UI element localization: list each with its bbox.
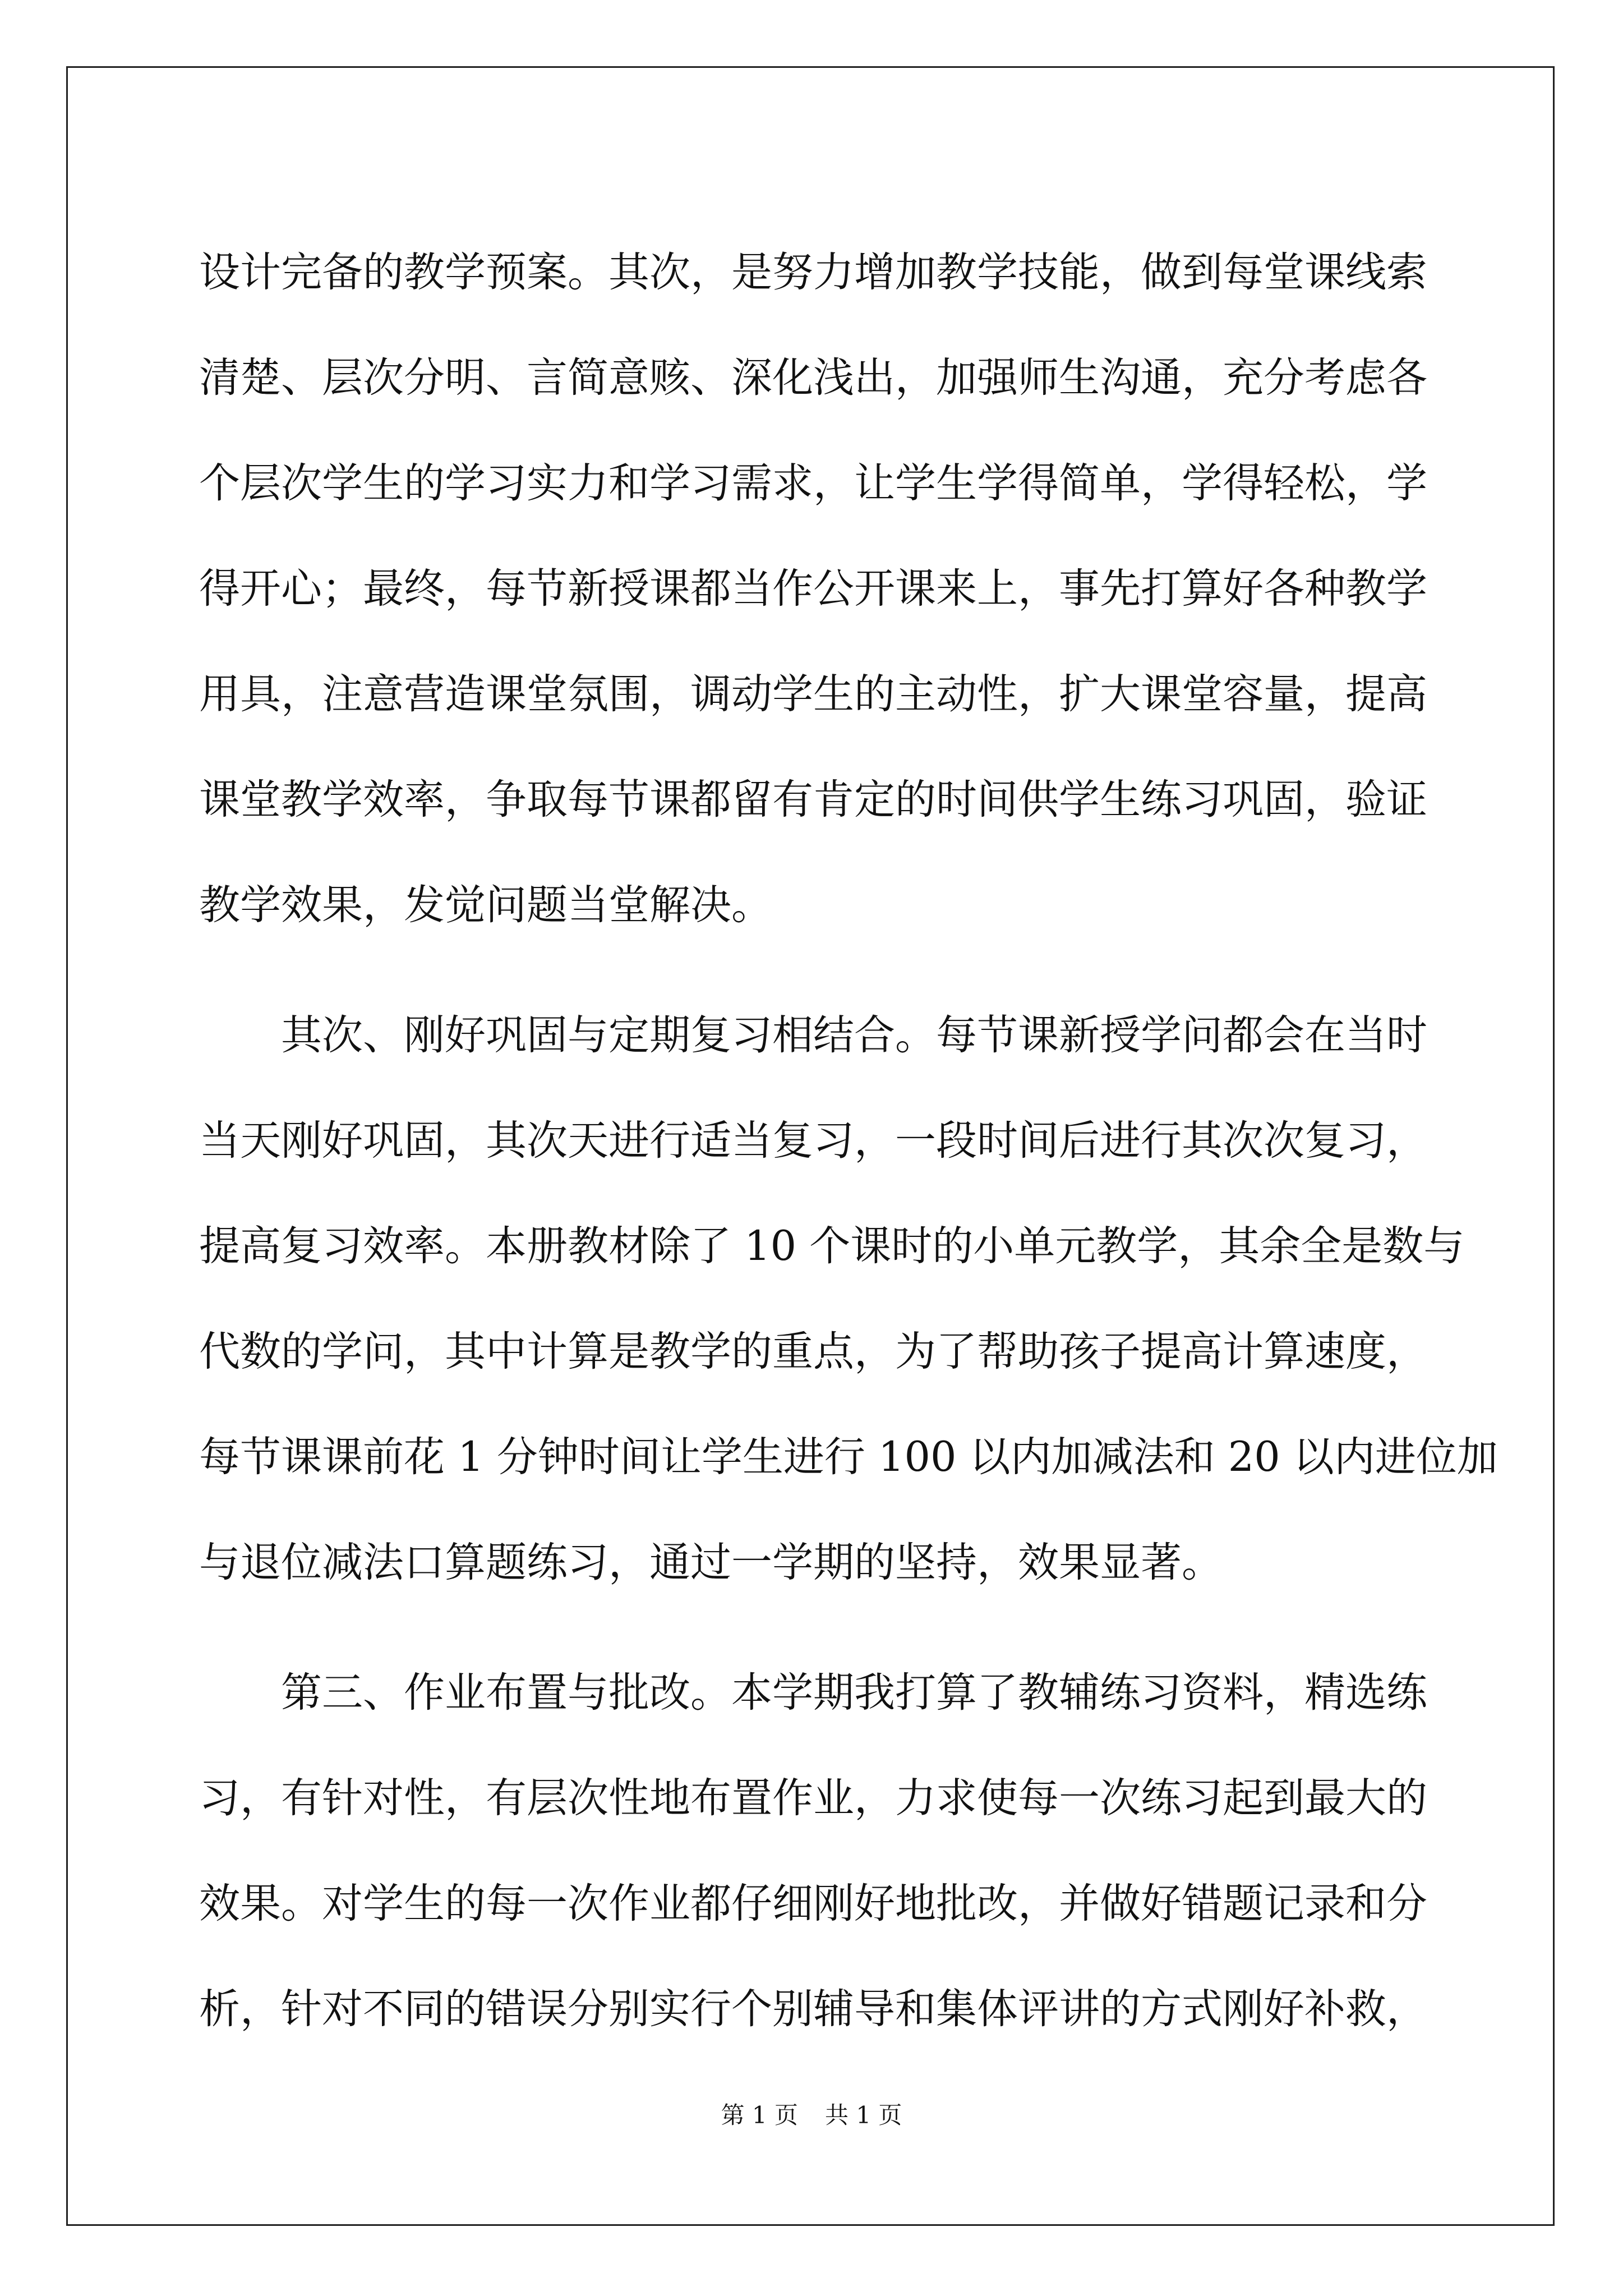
text-line: 提高复习效率。本册教材除了 10 个课时的小单元教学，其余全是数与 bbox=[199, 1222, 1465, 1270]
text-line: 课堂教学效率，争取每节课都留有肯定的时间供学生练习巩固，验证 bbox=[199, 776, 1427, 823]
text-line: 教学效果，发觉问题当堂解决。 bbox=[199, 881, 772, 929]
text-line: 得开心；最终，每节新授课都当作公开课来上，事先打算好各种教学 bbox=[199, 565, 1427, 613]
document-body bbox=[199, 220, 1498, 2062]
page-total: 共 1 页 bbox=[825, 2101, 902, 2129]
text-line: 个层次学生的学习实力和学习需求，让学生学得简单，学得轻松，学 bbox=[199, 459, 1427, 507]
text-line: 其次、刚好巩固与定期复习相结合。每节课新授学问都会在当时 bbox=[199, 1011, 1427, 1059]
text-line: 设计完备的教学预案。其次，是努力增加教学技能，做到每堂课线索 bbox=[199, 249, 1427, 296]
text-line: 清楚、层次分明、言简意赅、深化浅出，加强师生沟通，充分考虑各 bbox=[199, 354, 1427, 402]
text-line: 效果。对学生的每一次作业都仔细刚好地批改，并做好错题记录和分 bbox=[199, 1880, 1427, 1927]
text-line: 当天刚好巩固，其次天进行适当复习，一段时间后进行其次次复习， bbox=[199, 1117, 1427, 1165]
text-line: 用具，注意营造课堂氛围，调动学生的主动性，扩大课堂容量，提高 bbox=[199, 670, 1427, 718]
text-line: 析，针对不同的错误分别实行个别辅导和集体评讲的方式刚好补救， bbox=[199, 1985, 1427, 2033]
text-line: 代数的学问，其中计算是教学的重点，为了帮助孩子提高计算速度， bbox=[199, 1328, 1427, 1375]
text-line: 习，有针对性，有层次性地布置作业，力求使每一次练习起到最大的 bbox=[199, 1774, 1427, 1822]
text-line: 每节课课前花 1 分钟时间让学生进行 100 以内加减法和 20 以内进位加 bbox=[199, 1433, 1498, 1481]
text-line: 与退位减法口算题练习，通过一学期的坚持，效果显著。 bbox=[199, 1539, 1223, 1586]
text-line: 第三、作业布置与批改。本学期我打算了教辅练习资料，精选练 bbox=[199, 1669, 1427, 1717]
page-number: 第 1 页 bbox=[721, 2101, 798, 2129]
page-footer bbox=[0, 2097, 1623, 2131]
